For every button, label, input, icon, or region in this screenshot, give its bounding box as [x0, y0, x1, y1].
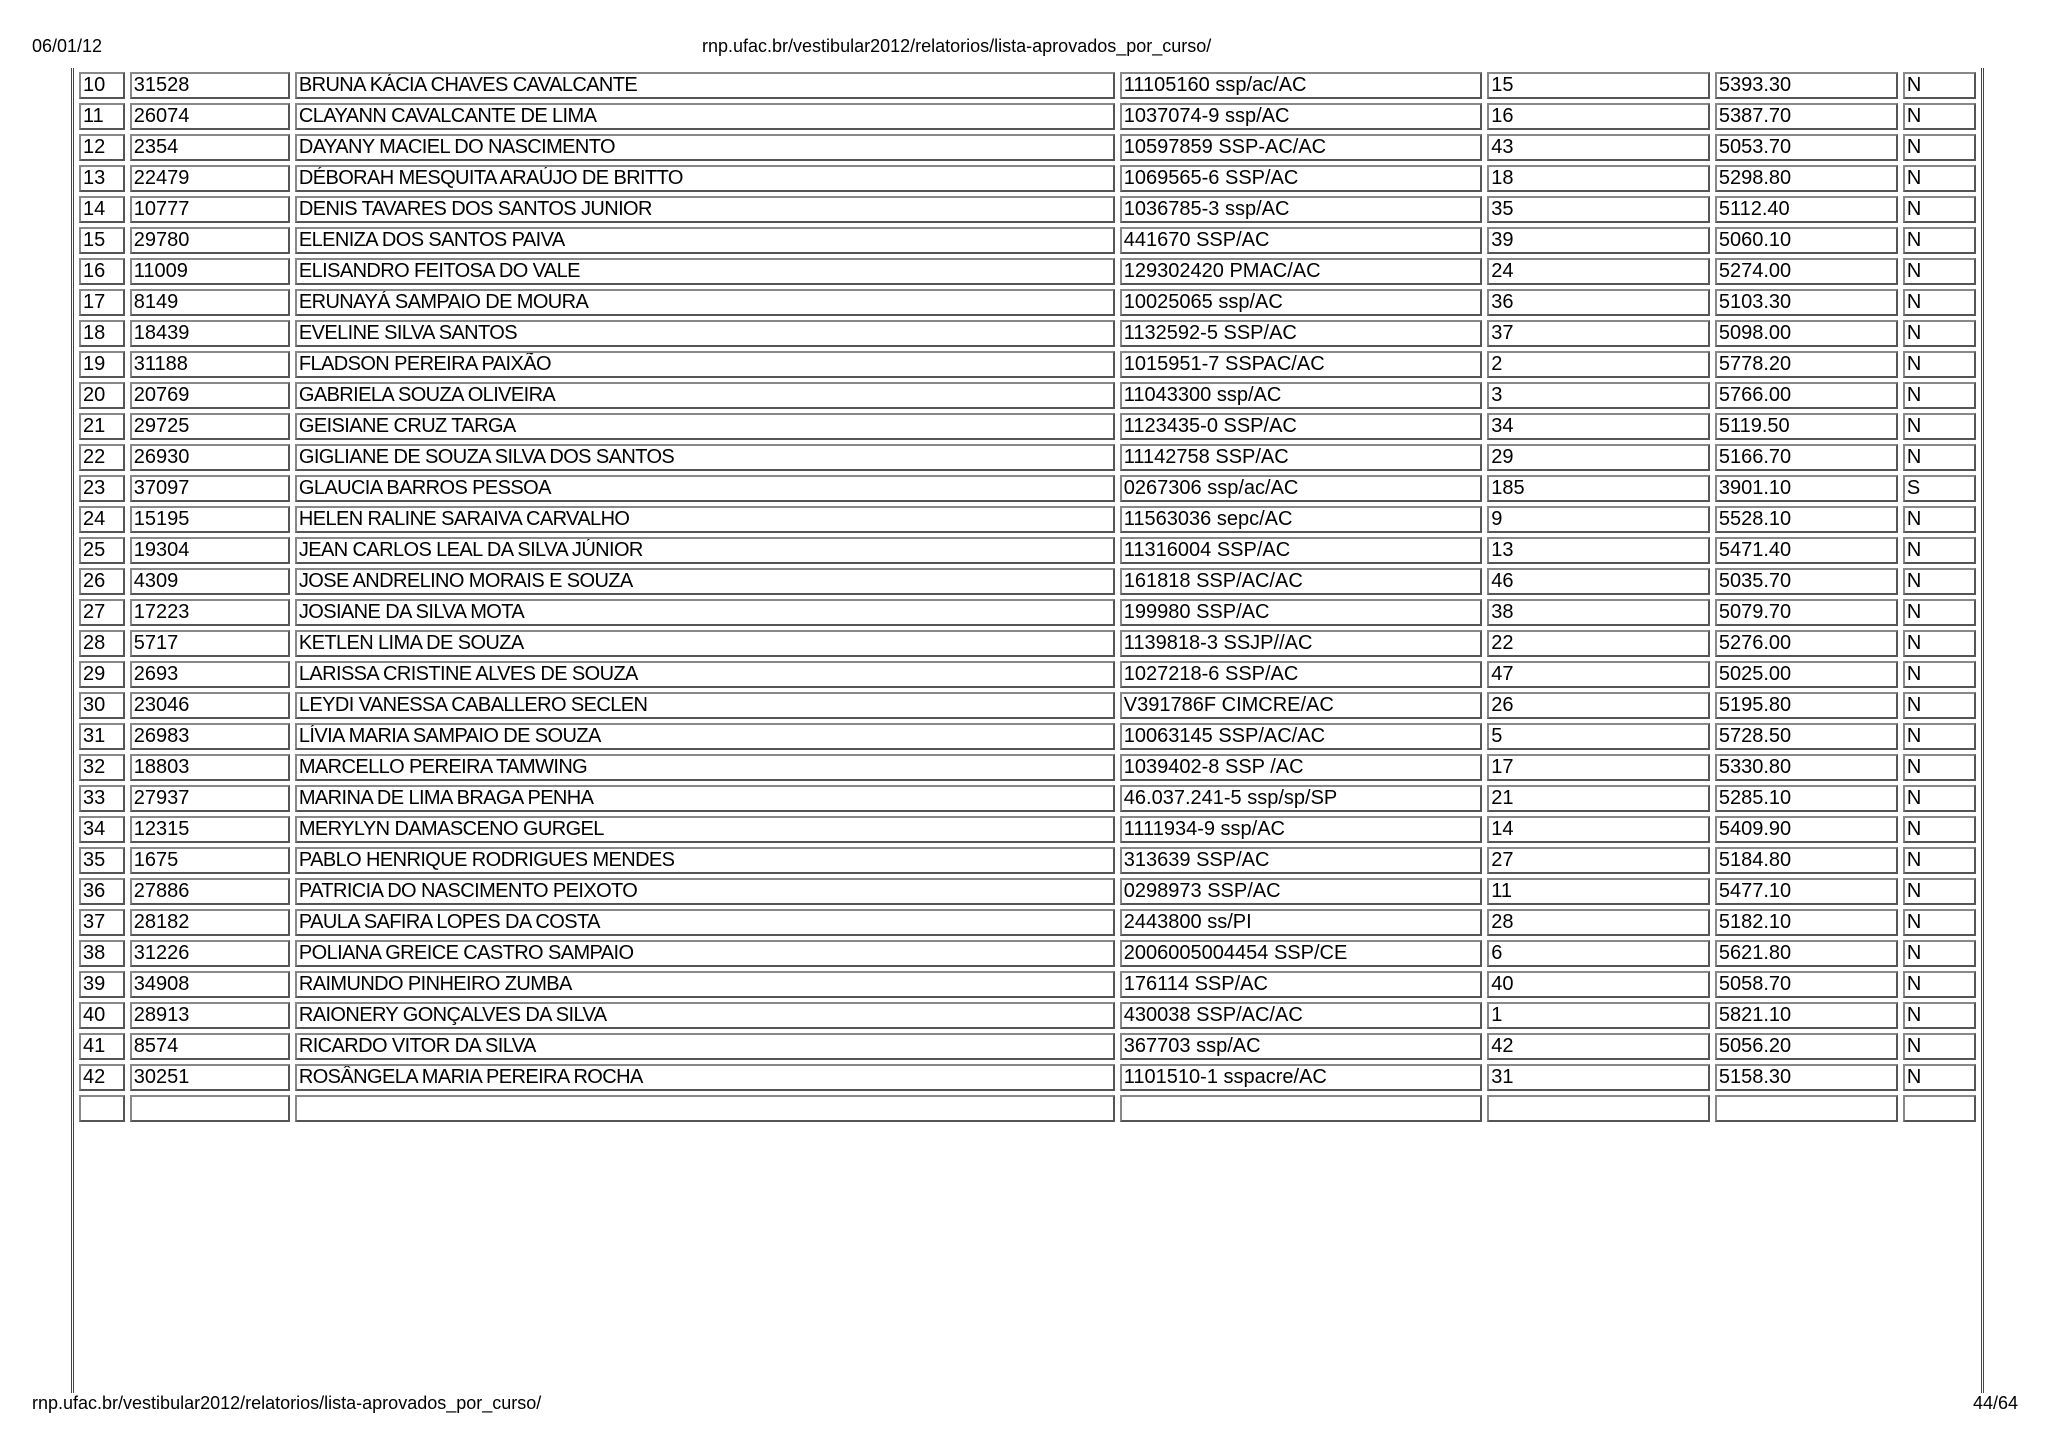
- table-row: [79, 971, 1976, 998]
- identity-document-cell: 199980 SSP/AC: [1120, 599, 1483, 626]
- identity-document-cell: 441670 SSP/AC: [1120, 227, 1483, 254]
- rank-cell: 40: [1487, 971, 1710, 998]
- score-cell: 5079.70: [1715, 599, 1898, 626]
- rank-cell: 6: [1487, 940, 1710, 967]
- identity-document-cell: 0298973 SSP/AC: [1120, 878, 1483, 905]
- flag-cell: N: [1903, 971, 1976, 998]
- score-cell: 5056.20: [1715, 1033, 1898, 1060]
- table-row: [79, 630, 1976, 657]
- flag-cell: N: [1903, 785, 1976, 812]
- row-number-cell: 39: [79, 971, 125, 998]
- candidate-name-cell: RAIMUNDO PINHEIRO ZUMBA: [295, 971, 1115, 998]
- row-number-cell: 22: [79, 444, 125, 471]
- candidate-name-cell: DENIS TAVARES DOS SANTOS JUNIOR: [295, 196, 1115, 223]
- registration-cell: [130, 1095, 290, 1122]
- rank-cell: 18: [1487, 165, 1710, 192]
- score-cell: 5821.10: [1715, 1002, 1898, 1029]
- registration-cell: 5717: [130, 630, 290, 657]
- row-number-cell: 33: [79, 785, 125, 812]
- table-row: [79, 754, 1976, 781]
- approved-candidates-table: [74, 68, 1981, 1126]
- table-row: [79, 1095, 1976, 1122]
- candidate-name-cell: JOSIANE DA SILVA MOTA: [295, 599, 1115, 626]
- score-cell: 5053.70: [1715, 134, 1898, 161]
- flag-cell: N: [1903, 599, 1976, 626]
- rank-cell: 5: [1487, 723, 1710, 750]
- table-body: [79, 72, 1976, 1122]
- candidate-name-cell: ELISANDRO FEITOSA DO VALE: [295, 258, 1115, 285]
- registration-cell: 20769: [130, 382, 290, 409]
- table-row: [79, 103, 1976, 130]
- table-row: [79, 909, 1976, 936]
- score-cell: 5158.30: [1715, 1064, 1898, 1091]
- flag-cell: N: [1903, 413, 1976, 440]
- candidate-name-cell: MERYLYN DAMASCENO GURGEL: [295, 816, 1115, 843]
- candidate-name-cell: MARINA DE LIMA BRAGA PENHA: [295, 785, 1115, 812]
- registration-cell: 26983: [130, 723, 290, 750]
- rank-cell: 14: [1487, 816, 1710, 843]
- rank-cell: 17: [1487, 754, 1710, 781]
- registration-cell: 10777: [130, 196, 290, 223]
- candidate-name-cell: GEISIANE CRUZ TARGA: [295, 413, 1115, 440]
- identity-document-cell: 1036785-3 ssp/AC: [1120, 196, 1483, 223]
- identity-document-cell: 10025065 ssp/AC: [1120, 289, 1483, 316]
- score-cell: 5276.00: [1715, 630, 1898, 657]
- identity-document-cell: 176114 SSP/AC: [1120, 971, 1483, 998]
- flag-cell: N: [1903, 1002, 1976, 1029]
- identity-document-cell: 10063145 SSP/AC/AC: [1120, 723, 1483, 750]
- row-number-cell: 30: [79, 692, 125, 719]
- candidate-name-cell: [295, 1095, 1115, 1122]
- score-cell: 5298.80: [1715, 165, 1898, 192]
- identity-document-cell: 1069565-6 SSP/AC: [1120, 165, 1483, 192]
- row-number-cell: 18: [79, 320, 125, 347]
- identity-document-cell: 2443800 ss/PI: [1120, 909, 1483, 936]
- score-cell: 5098.00: [1715, 320, 1898, 347]
- score-cell: 5112.40: [1715, 196, 1898, 223]
- row-number-cell: 26: [79, 568, 125, 595]
- registration-cell: 27886: [130, 878, 290, 905]
- table-row: [79, 599, 1976, 626]
- registration-cell: 8574: [130, 1033, 290, 1060]
- candidate-name-cell: GLAUCIA BARROS PESSOA: [295, 475, 1115, 502]
- registration-cell: 8149: [130, 289, 290, 316]
- rank-cell: 24: [1487, 258, 1710, 285]
- registration-cell: 18439: [130, 320, 290, 347]
- identity-document-cell: 0267306 ssp/ac/AC: [1120, 475, 1483, 502]
- flag-cell: N: [1903, 568, 1976, 595]
- row-number-cell: 14: [79, 196, 125, 223]
- candidate-name-cell: DÉBORAH MESQUITA ARAÚJO DE BRITTO: [295, 165, 1115, 192]
- score-cell: 5409.90: [1715, 816, 1898, 843]
- row-number-cell: 42: [79, 1064, 125, 1091]
- row-number-cell: 31: [79, 723, 125, 750]
- table-row: [79, 1002, 1976, 1029]
- row-number-cell: 37: [79, 909, 125, 936]
- table-row: [79, 382, 1976, 409]
- score-cell: 5285.10: [1715, 785, 1898, 812]
- identity-document-cell: 1015951-7 SSPAC/AC: [1120, 351, 1483, 378]
- rank-cell: 46: [1487, 568, 1710, 595]
- score-cell: 5025.00: [1715, 661, 1898, 688]
- row-number-cell: 35: [79, 847, 125, 874]
- flag-cell: N: [1903, 723, 1976, 750]
- flag-cell: N: [1903, 692, 1976, 719]
- row-number-cell: 27: [79, 599, 125, 626]
- candidate-name-cell: ERUNAYÁ SAMPAIO DE MOURA: [295, 289, 1115, 316]
- candidate-name-cell: ROSÂNGELA MARIA PEREIRA ROCHA: [295, 1064, 1115, 1091]
- flag-cell: N: [1903, 940, 1976, 967]
- score-cell: 5778.20: [1715, 351, 1898, 378]
- flag-cell: N: [1903, 134, 1976, 161]
- identity-document-cell: 1111934-9 ssp/AC: [1120, 816, 1483, 843]
- score-cell: 5119.50: [1715, 413, 1898, 440]
- score-cell: 5182.10: [1715, 909, 1898, 936]
- table-row: [79, 134, 1976, 161]
- table-row: [79, 413, 1976, 440]
- table-row: [79, 568, 1976, 595]
- registration-cell: 4309: [130, 568, 290, 595]
- print-header-url: rnp.ufac.br/vestibular2012/relatorios/lista-aprovados_por_curso/: [702, 36, 1212, 56]
- rank-cell: 27: [1487, 847, 1710, 874]
- candidate-name-cell: PATRICIA DO NASCIMENTO PEIXOTO: [295, 878, 1115, 905]
- flag-cell: [1903, 1095, 1976, 1122]
- score-cell: 5477.10: [1715, 878, 1898, 905]
- row-number-cell: 32: [79, 754, 125, 781]
- flag-cell: N: [1903, 165, 1976, 192]
- candidate-name-cell: POLIANA GREICE CASTRO SAMPAIO: [295, 940, 1115, 967]
- candidate-name-cell: JEAN CARLOS LEAL DA SILVA JÚNIOR: [295, 537, 1115, 564]
- table-row: [79, 1064, 1976, 1091]
- row-number-cell: 34: [79, 816, 125, 843]
- score-cell: 5274.00: [1715, 258, 1898, 285]
- identity-document-cell: 430038 SSP/AC/AC: [1120, 1002, 1483, 1029]
- registration-cell: 31226: [130, 940, 290, 967]
- identity-document-cell: 11105160 ssp/ac/AC: [1120, 72, 1483, 99]
- identity-document-cell: 1132592-5 SSP/AC: [1120, 320, 1483, 347]
- rank-cell: 43: [1487, 134, 1710, 161]
- score-cell: 5330.80: [1715, 754, 1898, 781]
- registration-cell: 27937: [130, 785, 290, 812]
- registration-cell: 2693: [130, 661, 290, 688]
- rank-cell: 35: [1487, 196, 1710, 223]
- table-row: [79, 72, 1976, 99]
- flag-cell: N: [1903, 351, 1976, 378]
- rank-cell: 13: [1487, 537, 1710, 564]
- candidate-name-cell: RICARDO VITOR DA SILVA: [295, 1033, 1115, 1060]
- flag-cell: N: [1903, 754, 1976, 781]
- flag-cell: N: [1903, 382, 1976, 409]
- candidate-name-cell: HELEN RALINE SARAIVA CARVALHO: [295, 506, 1115, 533]
- row-number-cell: 17: [79, 289, 125, 316]
- rank-cell: 1: [1487, 1002, 1710, 1029]
- rank-cell: 38: [1487, 599, 1710, 626]
- page-number: 44/64: [1972, 1393, 2018, 1413]
- candidate-name-cell: BRUNA KÁCIA CHAVES CAVALCANTE: [295, 72, 1115, 99]
- rank-cell: 31: [1487, 1064, 1710, 1091]
- registration-cell: 22479: [130, 165, 290, 192]
- row-number-cell: 29: [79, 661, 125, 688]
- candidate-name-cell: EVELINE SILVA SANTOS: [295, 320, 1115, 347]
- rank-cell: 9: [1487, 506, 1710, 533]
- registration-cell: 12315: [130, 816, 290, 843]
- registration-cell: 29780: [130, 227, 290, 254]
- candidate-name-cell: CLAYANN CAVALCANTE DE LIMA: [295, 103, 1115, 130]
- score-cell: 5528.10: [1715, 506, 1898, 533]
- candidate-name-cell: GIGLIANE DE SOUZA SILVA DOS SANTOS: [295, 444, 1115, 471]
- identity-document-cell: 367703 ssp/AC: [1120, 1033, 1483, 1060]
- identity-document-cell: 1039402-8 SSP /AC: [1120, 754, 1483, 781]
- flag-cell: N: [1903, 847, 1976, 874]
- score-cell: 5621.80: [1715, 940, 1898, 967]
- row-number-cell: 28: [79, 630, 125, 657]
- identity-document-cell: 1123435-0 SSP/AC: [1120, 413, 1483, 440]
- table-row: [79, 537, 1976, 564]
- identity-document-cell: 129302420 PMAC/AC: [1120, 258, 1483, 285]
- flag-cell: N: [1903, 72, 1976, 99]
- candidate-name-cell: FLADSON PEREIRA PAIXÃO: [295, 351, 1115, 378]
- flag-cell: N: [1903, 909, 1976, 936]
- flag-cell: N: [1903, 320, 1976, 347]
- identity-document-cell: 10597859 SSP-AC/AC: [1120, 134, 1483, 161]
- candidate-name-cell: RAIONERY GONÇALVES DA SILVA: [295, 1002, 1115, 1029]
- table-row: [79, 506, 1976, 533]
- flag-cell: N: [1903, 506, 1976, 533]
- rank-cell: [1487, 1095, 1710, 1122]
- identity-document-cell: 1027218-6 SSP/AC: [1120, 661, 1483, 688]
- candidate-name-cell: KETLEN LIMA DE SOUZA: [295, 630, 1115, 657]
- score-cell: 3901.10: [1715, 475, 1898, 502]
- registration-cell: 31188: [130, 351, 290, 378]
- table-row: [79, 661, 1976, 688]
- flag-cell: N: [1903, 1033, 1976, 1060]
- rank-cell: 21: [1487, 785, 1710, 812]
- table-row: [79, 320, 1976, 347]
- flag-cell: N: [1903, 258, 1976, 285]
- candidate-name-cell: LEYDI VANESSA CABALLERO SECLEN: [295, 692, 1115, 719]
- rank-cell: 42: [1487, 1033, 1710, 1060]
- rank-cell: 2: [1487, 351, 1710, 378]
- table-row: [79, 196, 1976, 223]
- candidate-name-cell: LÍVIA MARIA SAMPAIO DE SOUZA: [295, 723, 1115, 750]
- identity-document-cell: [1120, 1095, 1483, 1122]
- table-row: [79, 1033, 1976, 1060]
- row-number-cell: 24: [79, 506, 125, 533]
- candidate-name-cell: PAULA SAFIRA LOPES DA COSTA: [295, 909, 1115, 936]
- rank-cell: 34: [1487, 413, 1710, 440]
- table-row: [79, 227, 1976, 254]
- rank-cell: 26: [1487, 692, 1710, 719]
- identity-document-cell: 313639 SSP/AC: [1120, 847, 1483, 874]
- score-cell: 5166.70: [1715, 444, 1898, 471]
- identity-document-cell: 1037074-9 ssp/AC: [1120, 103, 1483, 130]
- row-number-cell: 10: [79, 72, 125, 99]
- registration-cell: 29725: [130, 413, 290, 440]
- flag-cell: N: [1903, 103, 1976, 130]
- score-cell: 5728.50: [1715, 723, 1898, 750]
- score-cell: 5058.70: [1715, 971, 1898, 998]
- registration-cell: 1675: [130, 847, 290, 874]
- score-cell: 5184.80: [1715, 847, 1898, 874]
- candidate-name-cell: LARISSA CRISTINE ALVES DE SOUZA: [295, 661, 1115, 688]
- rank-cell: 3: [1487, 382, 1710, 409]
- rank-cell: 36: [1487, 289, 1710, 316]
- table-row: [79, 816, 1976, 843]
- identity-document-cell: 11316004 SSP/AC: [1120, 537, 1483, 564]
- table-row: [79, 878, 1976, 905]
- row-number-cell: [79, 1095, 125, 1122]
- registration-cell: 37097: [130, 475, 290, 502]
- flag-cell: N: [1903, 537, 1976, 564]
- rank-cell: 37: [1487, 320, 1710, 347]
- registration-cell: 28182: [130, 909, 290, 936]
- rank-cell: 185: [1487, 475, 1710, 502]
- rank-cell: 39: [1487, 227, 1710, 254]
- row-number-cell: 20: [79, 382, 125, 409]
- flag-cell: N: [1903, 227, 1976, 254]
- table-row: [79, 940, 1976, 967]
- score-cell: 5060.10: [1715, 227, 1898, 254]
- flag-cell: N: [1903, 1064, 1976, 1091]
- registration-cell: 26930: [130, 444, 290, 471]
- registration-cell: 11009: [130, 258, 290, 285]
- score-cell: 5195.80: [1715, 692, 1898, 719]
- candidate-name-cell: ELENIZA DOS SANTOS PAIVA: [295, 227, 1115, 254]
- row-number-cell: 23: [79, 475, 125, 502]
- candidate-name-cell: JOSE ANDRELINO MORAIS E SOUZA: [295, 568, 1115, 595]
- identity-document-cell: 161818 SSP/AC/AC: [1120, 568, 1483, 595]
- registration-cell: 26074: [130, 103, 290, 130]
- table-row: [79, 692, 1976, 719]
- table-row: [79, 847, 1976, 874]
- rank-cell: 47: [1487, 661, 1710, 688]
- table-row: [79, 258, 1976, 285]
- identity-document-cell: 2006005004454 SSP/CE: [1120, 940, 1483, 967]
- row-number-cell: 12: [79, 134, 125, 161]
- flag-cell: S: [1903, 475, 1976, 502]
- flag-cell: N: [1903, 878, 1976, 905]
- flag-cell: N: [1903, 289, 1976, 316]
- row-number-cell: 15: [79, 227, 125, 254]
- registration-cell: 19304: [130, 537, 290, 564]
- rank-cell: 16: [1487, 103, 1710, 130]
- score-cell: 5393.30: [1715, 72, 1898, 99]
- flag-cell: N: [1903, 816, 1976, 843]
- row-number-cell: 25: [79, 537, 125, 564]
- identity-document-cell: 11043300 ssp/AC: [1120, 382, 1483, 409]
- print-footer-url: rnp.ufac.br/vestibular2012/relatorios/lista-aprovados_por_curso/: [32, 1393, 542, 1413]
- score-cell: 5387.70: [1715, 103, 1898, 130]
- score-cell: 5035.70: [1715, 568, 1898, 595]
- rank-cell: 11: [1487, 878, 1710, 905]
- table-row: [79, 289, 1976, 316]
- identity-document-cell: 46.037.241-5 ssp/sp/SP: [1120, 785, 1483, 812]
- table-row: [79, 723, 1976, 750]
- row-number-cell: 41: [79, 1033, 125, 1060]
- registration-cell: 23046: [130, 692, 290, 719]
- rank-cell: 28: [1487, 909, 1710, 936]
- row-number-cell: 16: [79, 258, 125, 285]
- candidate-name-cell: GABRIELA SOUZA OLIVEIRA: [295, 382, 1115, 409]
- registration-cell: 28913: [130, 1002, 290, 1029]
- table-row: [79, 785, 1976, 812]
- identity-document-cell: 11563036 sepc/AC: [1120, 506, 1483, 533]
- registration-cell: 34908: [130, 971, 290, 998]
- registration-cell: 31528: [130, 72, 290, 99]
- results-table-frame: [71, 68, 1984, 1393]
- table-row: [79, 475, 1976, 502]
- score-cell: 5471.40: [1715, 537, 1898, 564]
- row-number-cell: 13: [79, 165, 125, 192]
- row-number-cell: 11: [79, 103, 125, 130]
- flag-cell: N: [1903, 661, 1976, 688]
- flag-cell: N: [1903, 444, 1976, 471]
- flag-cell: N: [1903, 196, 1976, 223]
- candidate-name-cell: PABLO HENRIQUE RODRIGUES MENDES: [295, 847, 1115, 874]
- registration-cell: 18803: [130, 754, 290, 781]
- row-number-cell: 38: [79, 940, 125, 967]
- identity-document-cell: V391786F CIMCRE/AC: [1120, 692, 1483, 719]
- identity-document-cell: 11142758 SSP/AC: [1120, 444, 1483, 471]
- print-date: 06/01/12: [32, 36, 103, 56]
- score-cell: 5766.00: [1715, 382, 1898, 409]
- row-number-cell: 19: [79, 351, 125, 378]
- candidate-name-cell: DAYANY MACIEL DO NASCIMENTO: [295, 134, 1115, 161]
- registration-cell: 15195: [130, 506, 290, 533]
- candidate-name-cell: MARCELLO PEREIRA TAMWING: [295, 754, 1115, 781]
- row-number-cell: 21: [79, 413, 125, 440]
- row-number-cell: 40: [79, 1002, 125, 1029]
- score-cell: 5103.30: [1715, 289, 1898, 316]
- registration-cell: 2354: [130, 134, 290, 161]
- registration-cell: 30251: [130, 1064, 290, 1091]
- rank-cell: 29: [1487, 444, 1710, 471]
- registration-cell: 17223: [130, 599, 290, 626]
- flag-cell: N: [1903, 630, 1976, 657]
- rank-cell: 15: [1487, 72, 1710, 99]
- row-number-cell: 36: [79, 878, 125, 905]
- rank-cell: 22: [1487, 630, 1710, 657]
- table-row: [79, 351, 1976, 378]
- table-row: [79, 165, 1976, 192]
- identity-document-cell: 1139818-3 SSJP//AC: [1120, 630, 1483, 657]
- identity-document-cell: 1101510-1 sspacre/AC: [1120, 1064, 1483, 1091]
- table-row: [79, 444, 1976, 471]
- score-cell: [1715, 1095, 1898, 1122]
